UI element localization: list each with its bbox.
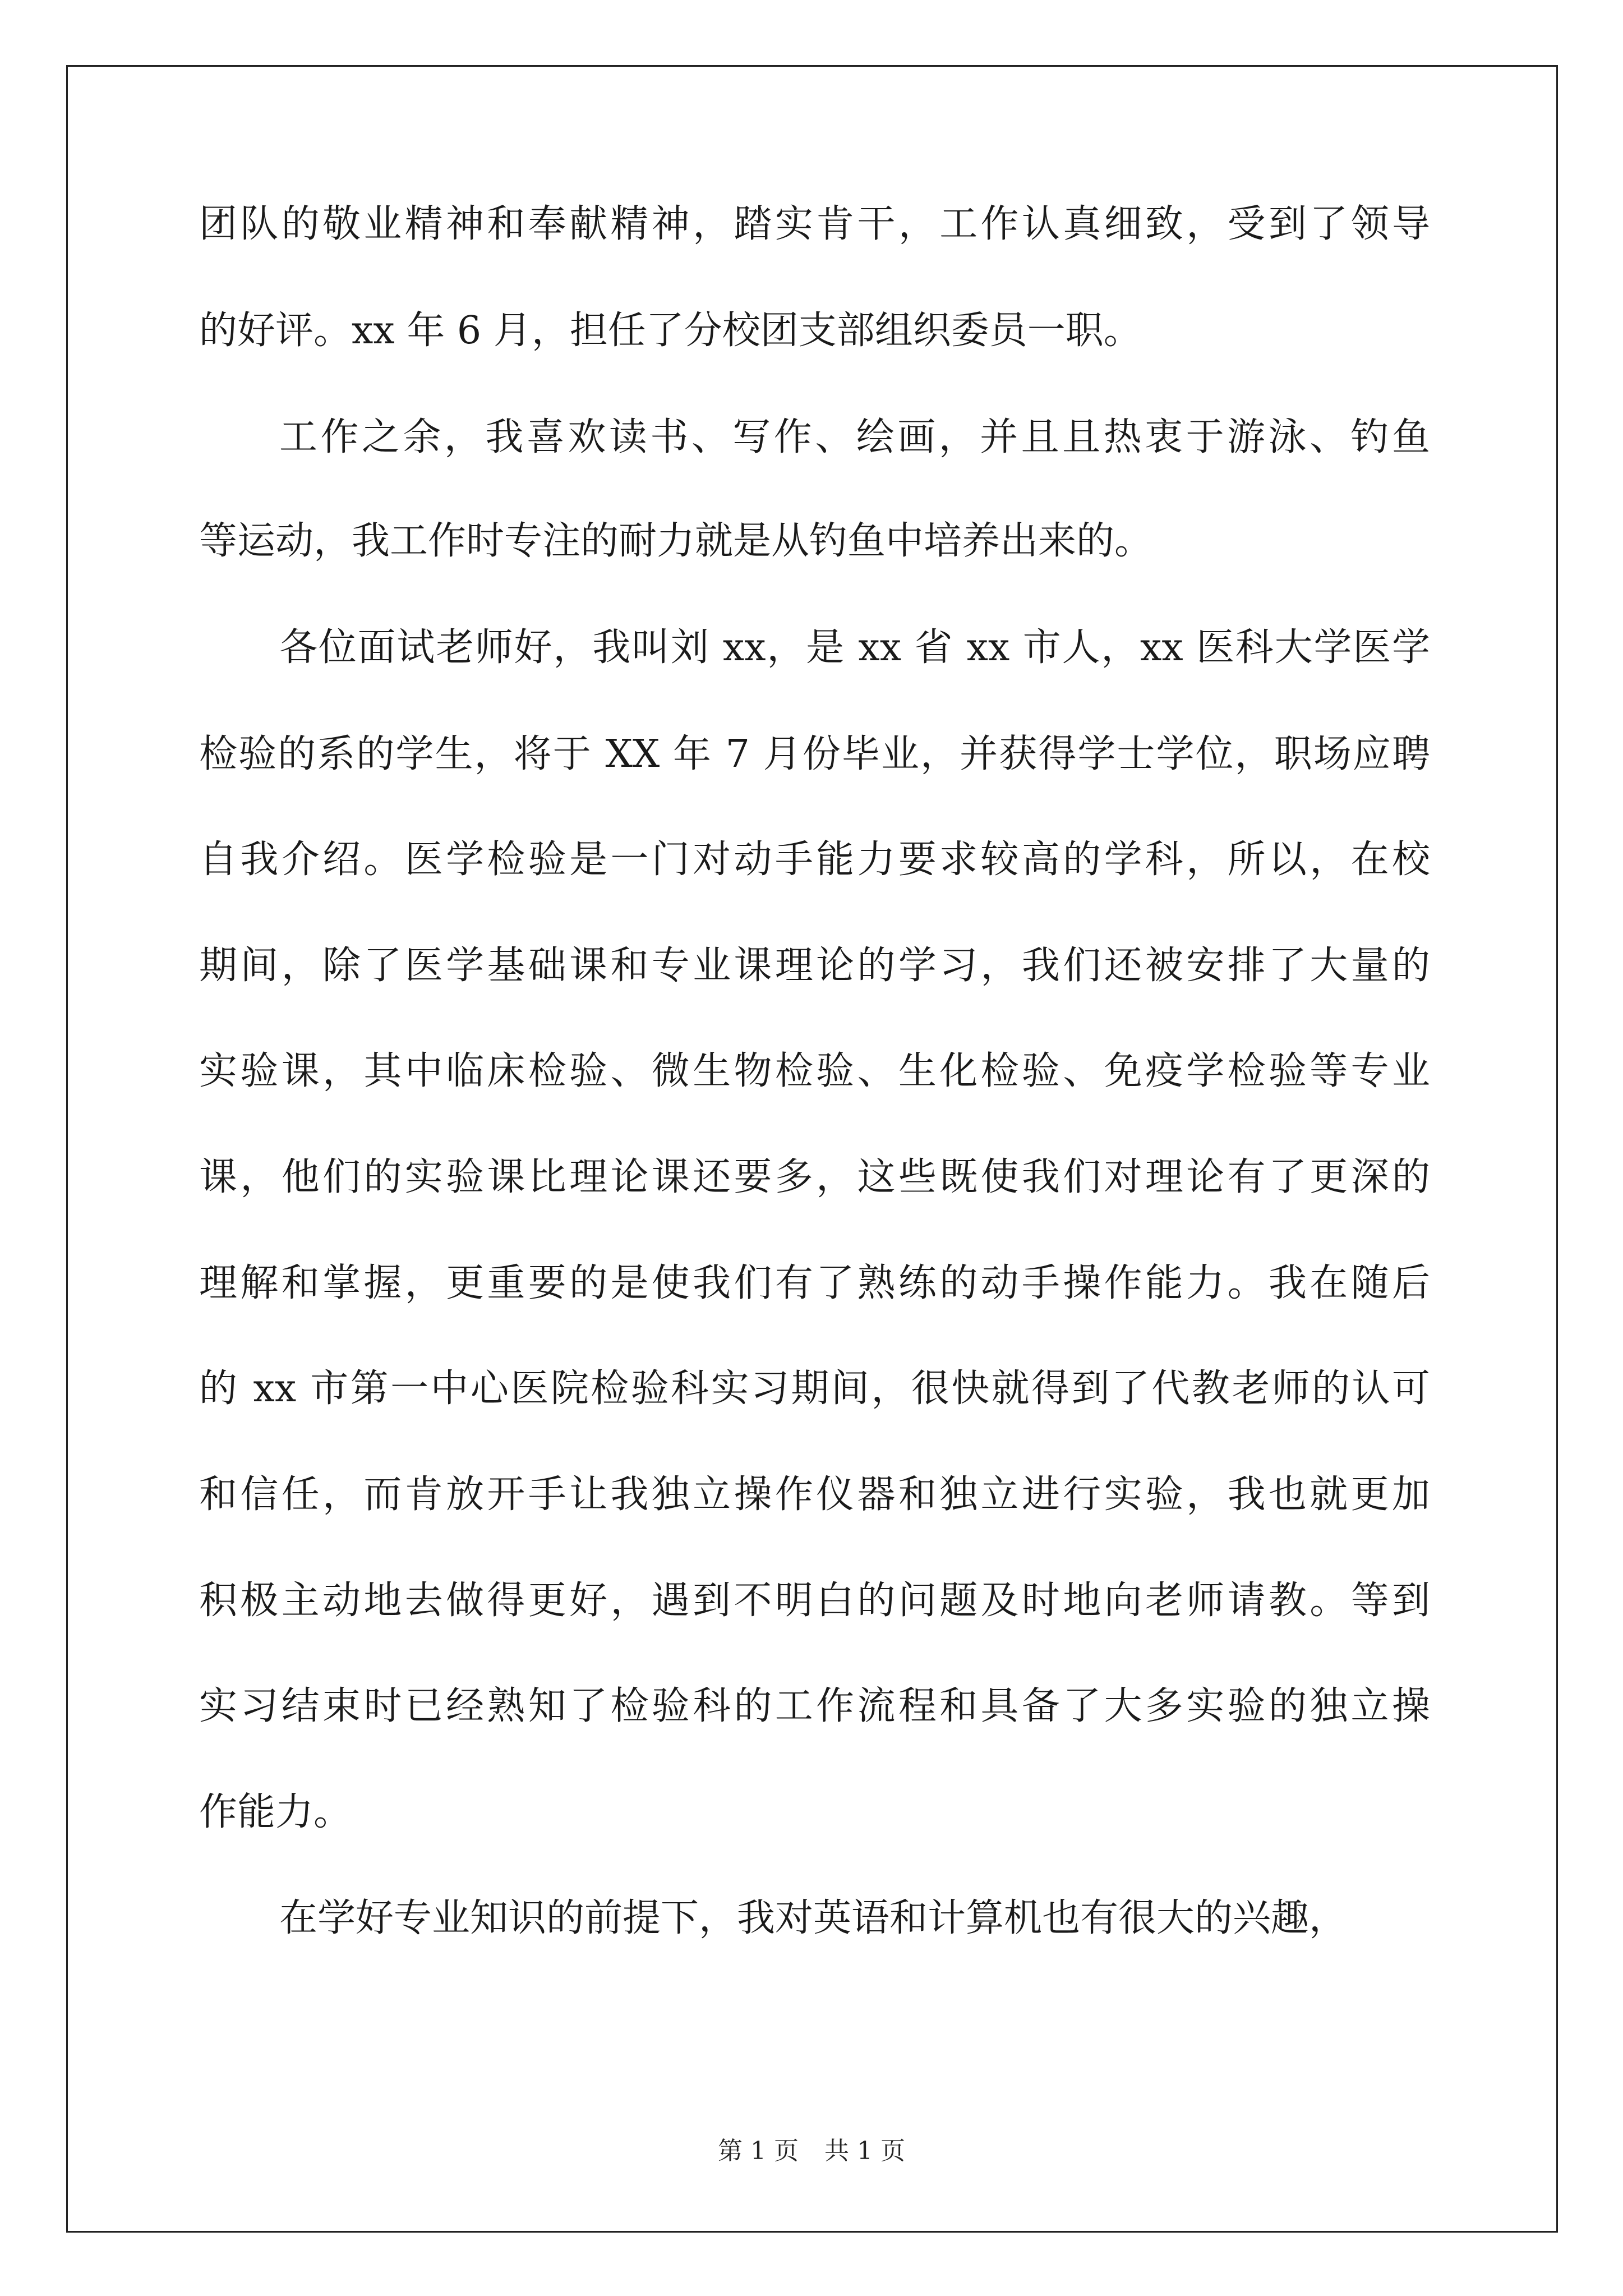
text-line: 在学好专业知识的前提下，我对英语和计算机也有很大的兴趣， [279,1896,1348,1940]
text-line: 课，他们的实验课比理论课还要多，这些既使我们对理论有了更深的 [199,1155,1430,1199]
text-line: 各位面试老师好，我叫刘 xx，是 xx 省 xx 市人，xx 医科大学医学 [279,625,1430,670]
text-line: 工作之余，我喜欢读书、写作、绘画，并且且热衷于游泳、钓鱼 [279,415,1430,459]
text-line: 实验课，其中临床检验、微生物检验、生化检验、免疫学检验等专业 [199,1049,1430,1093]
page-footer [0,2134,1623,2168]
text-line: 和信任，而肯放开手让我独立操作仪器和独立进行实验，我也就更加 [199,1473,1430,1517]
text-line: 实习结束时已经熟知了检验科的工作流程和具备了大多实验的独立操 [199,1684,1430,1728]
text-line: 自我介绍。医学检验是一门对动手能力要求较高的学科，所以，在校 [199,838,1430,882]
text-line: 理解和掌握，更重要的是使我们有了熟练的动手操作能力。我在随后 [199,1261,1430,1305]
page-number-current: 第 1 页 [718,2137,799,2165]
text-line: 的 xx 市第一中心医院检验科实习期间，很快就得到了代教老师的认可 [199,1366,1430,1411]
text-line: 作能力。 [199,1790,352,1834]
page-number-total: 共 1 页 [824,2137,905,2165]
text-line: 等运动，我工作时专注的耐力就是从钓鱼中培养出来的。 [199,519,1153,563]
text-line: 团队的敬业精神和奉献精神，踏实肯干，工作认真细致，受到了领导 [199,202,1430,246]
text-line: 的好评。xx 年 6 月，担任了分校团支部组织委员一职。 [199,309,1142,353]
text-line: 检验的系的学生，将于 XX 年 7 月份毕业，并获得学士学位，职场应聘 [199,732,1430,776]
text-line: 积极主动地去做得更好，遇到不明白的问题及时地向老师请教。等到 [199,1579,1430,1623]
text-line: 期间，除了医学基础课和专业课理论的学习，我们还被安排了大量的 [199,944,1430,988]
